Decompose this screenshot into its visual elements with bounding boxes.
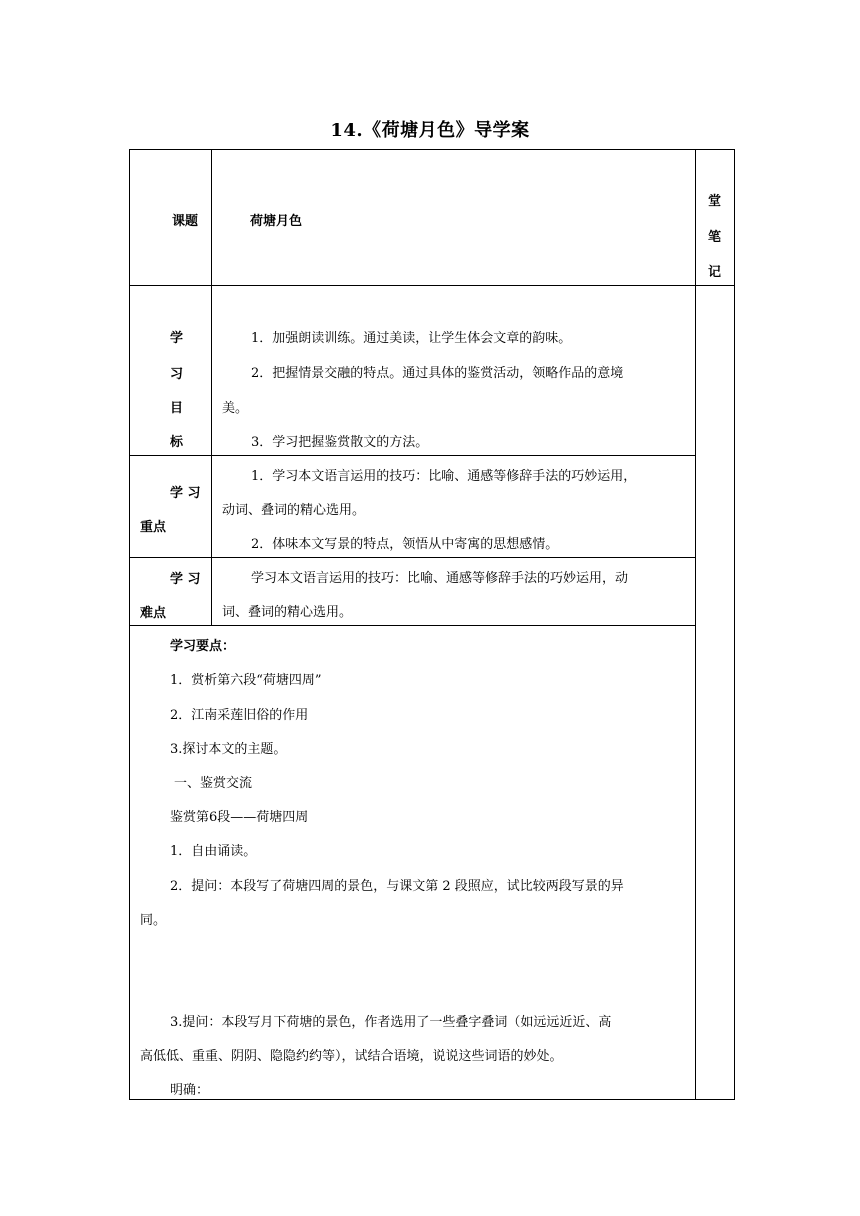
subsection-heading: 鉴赏第6段——荷塘四周 [170, 810, 309, 825]
notes-char-3: 记 [708, 265, 722, 280]
key-points-line: 动词、叠词的精心选用。 [222, 503, 366, 518]
difficulties-line: 词、叠词的精心选用。 [222, 605, 353, 620]
study-point: 1．赏析第六段“荷塘四周” [170, 673, 322, 688]
goals-line: 1．加强朗读训练。通过美读，让学生体会文章的韵味。 [251, 331, 572, 346]
study-point: 3.探讨本文的主题。 [170, 742, 287, 757]
goals-label-char: 学 [170, 331, 184, 346]
key-points-line: 2．体味本文写景的特点，领悟从中寄寓的思想感情。 [251, 537, 559, 552]
question-2-line-1: 2．提问：本段写了荷塘四周的景色，与课文第 2 段照应，试比较两段写景的异 [170, 879, 624, 894]
study-points-heading: 学习要点： [170, 639, 236, 654]
section-heading: 一、鉴赏交流 [174, 776, 253, 791]
goals-line: 美。 [222, 401, 249, 416]
key-points-line: 1．学习本文语言运用的技巧：比喻、通感等修辞手法的巧妙运用， [251, 469, 637, 484]
key-points-label-2: 重点 [140, 520, 167, 535]
answer-label: 明确： [170, 1083, 210, 1098]
goals-label-char: 习 [170, 367, 184, 382]
question-3-line-2: 高低低、重重、阴阴、隐隐约约等），试结合语境，说说这些词语的妙处。 [140, 1049, 563, 1064]
topic-label: 课题 [172, 214, 199, 229]
study-point: 2．江南采莲旧俗的作用 [170, 708, 309, 723]
goals-label-char: 标 [170, 435, 184, 450]
question-2-line-2: 同。 [140, 913, 167, 928]
goals-label-char: 目 [170, 401, 184, 416]
key-points-label-1: 学 习 [170, 486, 201, 501]
difficulties-line: 学习本文语言运用的技巧：比喻、通感等修辞手法的巧妙运用，动 [251, 571, 629, 586]
question-3-line-1: 3.提问：本段写月下荷塘的景色，作者选用了一些叠字叠词（如远远近近、高 [170, 1015, 612, 1030]
difficulties-label-1: 学 习 [170, 572, 201, 587]
question-1: 1．自由诵读。 [170, 844, 257, 859]
topic-value: 荷塘月色 [250, 214, 303, 229]
notes-char-1: 堂 [708, 194, 722, 209]
page-title: 14.《荷塘月色》导学案 [330, 120, 530, 141]
goals-line: 2．把握情景交融的特点。通过具体的鉴赏活动，领略作品的意境 [251, 366, 624, 381]
goals-line: 3．学习把握鉴赏散文的方法。 [251, 435, 429, 450]
difficulties-label-2: 难点 [140, 606, 167, 621]
notes-char-2: 笔 [708, 230, 722, 245]
